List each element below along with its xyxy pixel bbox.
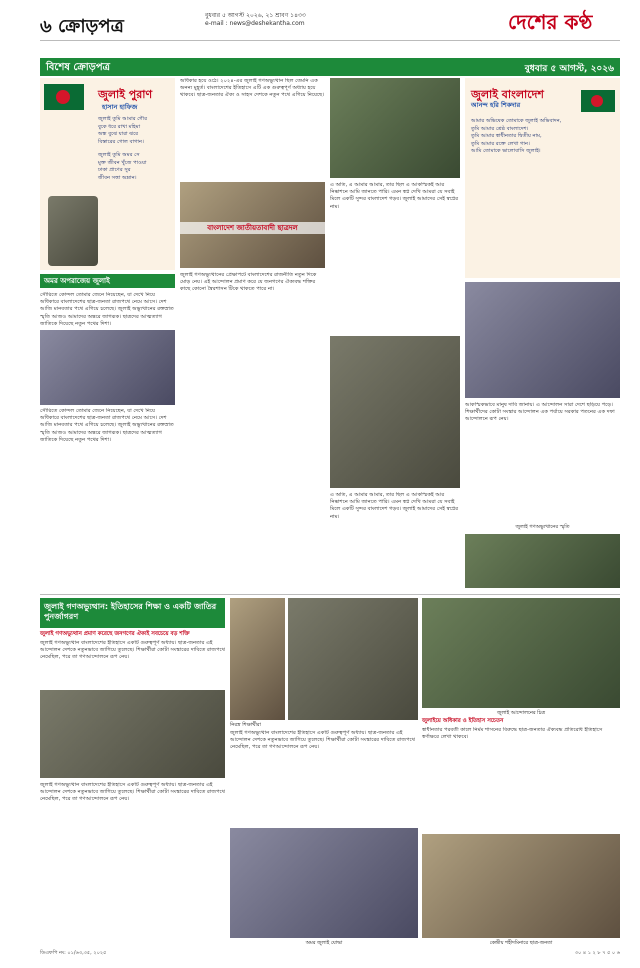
soldier-photo [465, 282, 620, 398]
bottom-caption-1: নিরস্ত্র শিক্ষার্থীরা [230, 722, 261, 728]
police-line-photo [465, 534, 620, 588]
bangladesh-flag-icon [44, 84, 84, 110]
bottom-caption-2: জুলাই আন্দোলনের চিত্র [496, 710, 545, 716]
poem-left-title: জুলাই পুরাণ [98, 88, 153, 101]
police-van-photo [40, 330, 175, 405]
protester-portrait-photo [230, 598, 285, 720]
bottom-right-body: স্বাধীনতার পরবর্তী কালে নির্মম শাসনের বিরুদ্ধে ছাত্র-জনতার ঐক্যবদ্ধ প্রতিরোধ ইতিহাসে স্বর্ণাক্ষরে লেখা থাকবে। [422, 727, 603, 741]
poem-right-lines [471, 118, 616, 156]
rally-photo [180, 182, 325, 268]
date-line-block [205, 12, 306, 28]
poem-line: জুলাই তুমি অমর সে [98, 152, 140, 158]
bottom-mid-body: জুলাই গণঅভ্যুত্থান বাংলাদেশের ইতিহাসে একটি গুরুত্বপূর্ণ অধ্যায়। ছাত্র-জনতার এই আন্দোলন দেশকে নতুনভাবে জাগিয়ে তুলেছে। শিক্ষার্থীরা কোটা সংস্কারের দাবিতে রাজপথে নেমেছিল, পরে তা গণআন্দোলনে রূপ নেয়। [230, 730, 416, 751]
left-article-title: অমর অপরাজেয় জুলাই [40, 274, 175, 288]
poem-line: অন্ধ বুঝে যারা ঝরে [98, 131, 139, 137]
banner-left: বিশেষ ক্রোড়পত্র [46, 62, 110, 73]
center-article-body-cont: এ অতি, এ আমার আমার, তার ছিল এ আকস্মিকই আর নিষ্কাশনে আমি জানতে পারি। এমন স্বপ্ন দেখি আমরা যে সবাই মিলে একটি সুন্দর বাংলাদেশ গড়ব। জুলাই আমাদের সেই স্বপ্নের নাম। [330, 492, 459, 520]
poem-right-box [465, 78, 620, 278]
poem-line: জুলাই তুমি আমার গৌর [98, 116, 148, 122]
shaheed-minar-photo [422, 834, 620, 938]
bottom-article-title: জুলাই গণঅভ্যুত্থান: ইতিহাসের শিক্ষা ও একটি জাতির পুনর্জাগরণ [40, 598, 225, 628]
poem-right-author: আনন্দ হরি শিকদার [471, 101, 521, 109]
header-rule [40, 40, 620, 41]
section-banner [40, 58, 620, 76]
protester-photo [48, 196, 98, 266]
bottom-caption-3: অমর জুলাই যোদ্ধা [305, 940, 343, 946]
poem-line: আমার অভিষেক তোমাকে জুলাই অভিবাদন, [471, 118, 562, 124]
footer [40, 950, 620, 958]
poem-left-box [40, 78, 175, 270]
banner-right: বুধবার ৫ আগস্ট, ২০২৬ [524, 64, 614, 74]
students-march-photo [40, 690, 225, 778]
poem-line: আমি তোমাকে ভালোবাসি জুলাই। [471, 148, 541, 154]
poem-left-lines [98, 116, 174, 182]
page-label: ৬ ক্রোড়পত্র [40, 16, 124, 37]
poem-line: তুমি আমার স্বাধীনতার দ্বিতীয় নাম, [471, 133, 542, 139]
footer-right: ৩০ ৪ ১ ২ ৮ ৭ ৫ ০ ৬ [574, 950, 620, 956]
crowd-photo [330, 336, 460, 488]
poem-line: মুক্ত জীবন খুঁজে পাওয়া [98, 159, 147, 166]
poem-line: তুমি আমার শ্রেষ্ঠ বাংলাদেশ। [471, 125, 529, 132]
rally-banner-text: বাংলাদেশ জাতীয়তাবাদী ছাত্রদল [180, 222, 325, 234]
poem-line: ঢাকা প্রাণের সুর [98, 167, 131, 173]
mid-article-body1: অধিকার হয়ে ওঠে। ২০২৪-এর জুলাই গণঅভ্যুত্থান ছিল তেমনি এক অনন্য মুহূর্ত। বাংলাদেশের ইতিহাসে এটি এক গুরুত্বপূর্ণ অধ্যায় হয়ে থাকবে। ছাত্র-জনতার ঐক্য ও সাহস দেশকে নতুন পথে এগিয়ে নিয়েছে। [180, 78, 325, 99]
street-protest-photo [330, 78, 460, 178]
bottom-right-title: জুলাইয়ে অধিকার ও ইতিহাস সচেতন [422, 718, 504, 724]
bangladesh-flag-icon [581, 90, 615, 112]
mid-article-body2: জুলাই গণঅভ্যুত্থানের প্রেক্ষাপটে বাংলাদেশের রাজনীতি নতুন দিকে মোড় নেয়। এই আন্দোলন প্রমাণ করে যে জনগণের ঐক্যবদ্ধ শক্তির কাছে কোনো স্বৈরশাসন টিকে থাকতে পারে না। [180, 272, 317, 293]
poem-right-title: জুলাই বাংলাদেশ [471, 88, 544, 101]
right-caption: জুলাই গণঅভ্যুত্থানের স্মৃতি [515, 524, 570, 530]
bottom-article-body: জুলাই গণঅভ্যুত্থান বাংলাদেশের ইতিহাসে একটি গুরুত্বপূর্ণ অধ্যায়। ছাত্র-জনতার এই আন্দোলন দেশকে নতুনভাবে জাগিয়ে তুলেছে। শিক্ষার্থীরা কোটা সংস্কারের দাবিতে রাজপথে নেমেছিল, পরে তা গণআন্দোলনে রূপ নেয়। [40, 640, 225, 661]
left-article-body: সৌরিতে কোন্দল তোমার জেনে নিয়েছেন, যা দেখে নিয়ে অধিকারে বাংলাদেশের ছাত্র-জনতা রাজপথে নেমে আসে। দেশ আজি মানবতার পথে এগিয়ে চলেছে। জুলাই অভ্যুত্থানের রক্তস্নাত স্মৃতি আজও আমাদের অন্তরে জাগরূক। ছাত্রদের আত্মত্যাগ জাতিকে দিয়েছে নতুন পথের দিশা। [40, 292, 174, 327]
footer-left: ডিএফপি নং: ০১/৬৩,৩৫, ২০২৫ [40, 950, 107, 956]
poem-line: বুকে ধরে রাখা মহিমা [98, 123, 141, 130]
poem-left-author: হাসান হাফিজ [102, 103, 138, 111]
bottom-article-body-cont: জুলাই গণঅভ্যুত্থান বাংলাদেশের ইতিহাসে একটি গুরুত্বপূর্ণ অধ্যায়। ছাত্র-জনতার এই আন্দোলন দেশকে নতুনভাবে জাগিয়ে তুলেছে। শিক্ষার্থীরা কোটা সংস্কারের দাবিতে রাজপথে নেমেছিল, পরে তা গণআন্দোলনে রূপ নেয়। [40, 782, 225, 803]
wounded-protester-photo [230, 828, 418, 938]
women-protest-photo [288, 598, 418, 720]
poem-line: তুমি আমার রক্তে লেখা গান। [471, 140, 530, 147]
poem-line: জীবন সত্তা অম্লান। [98, 174, 137, 181]
police-vehicle-photo [422, 598, 620, 708]
bottom-article-subtitle: জুলাই গণঅভ্যুত্থান প্রমাণ করেছে জনগণের ঐক্যই সবচেয়ে বড় শক্তি [40, 631, 190, 637]
right-article-body: আকস্মিকভাবে মানুষ দাবি জানায়। এ আন্দোলন সারা দেশে ছড়িয়ে পড়ে। শিক্ষার্থীদের কোটা সংস্কার আন্দোলন এক পর্যায়ে সরকার পতনের এক দফা আন্দোলনে রূপ নেয়। [465, 402, 615, 423]
poem-line: বিস্তারের গোল বাগান। [98, 138, 144, 145]
email-line: e-mail : news@deshekantha.com [205, 20, 305, 27]
newspaper-logo: দেশের কণ্ঠ [508, 10, 593, 34]
date-line: বুধবার ৫ আগস্ট ২০২৬, ২১ শ্রাবণ ১৪৩৩ [205, 12, 306, 19]
center-article-body: এ অতি, এ আমার আমার, তার ছিল এ আকস্মিকই আর নিষ্কাশনে আমি জানতে পারি। এমন স্বপ্ন দেখি আমরা যে সবাই মিলে একটি সুন্দর বাংলাদেশ গড়ব। জুলাই আমাদের সেই স্বপ্নের নাম। [330, 182, 459, 210]
section-rule [40, 594, 620, 595]
left-article-body-cont: সৌরিতে কোন্দল তোমার জেনে নিয়েছেন, যা দেখে নিয়ে অধিকারে বাংলাদেশের ছাত্র-জনতা রাজপথে নেমে আসে। দেশ আজি মানবতার পথে এগিয়ে চলেছে। জুলাই অভ্যুত্থানের রক্তস্নাত স্মৃতি আজও আমাদের অন্তরে জাগরূক। ছাত্রদের আত্মত্যাগ জাতিকে দিয়েছে নতুন পথের দিশা। [40, 408, 174, 443]
bottom-caption-4: কেন্দ্রীয় শহীদমিনারে ছাত্র-জনতা [489, 940, 553, 946]
